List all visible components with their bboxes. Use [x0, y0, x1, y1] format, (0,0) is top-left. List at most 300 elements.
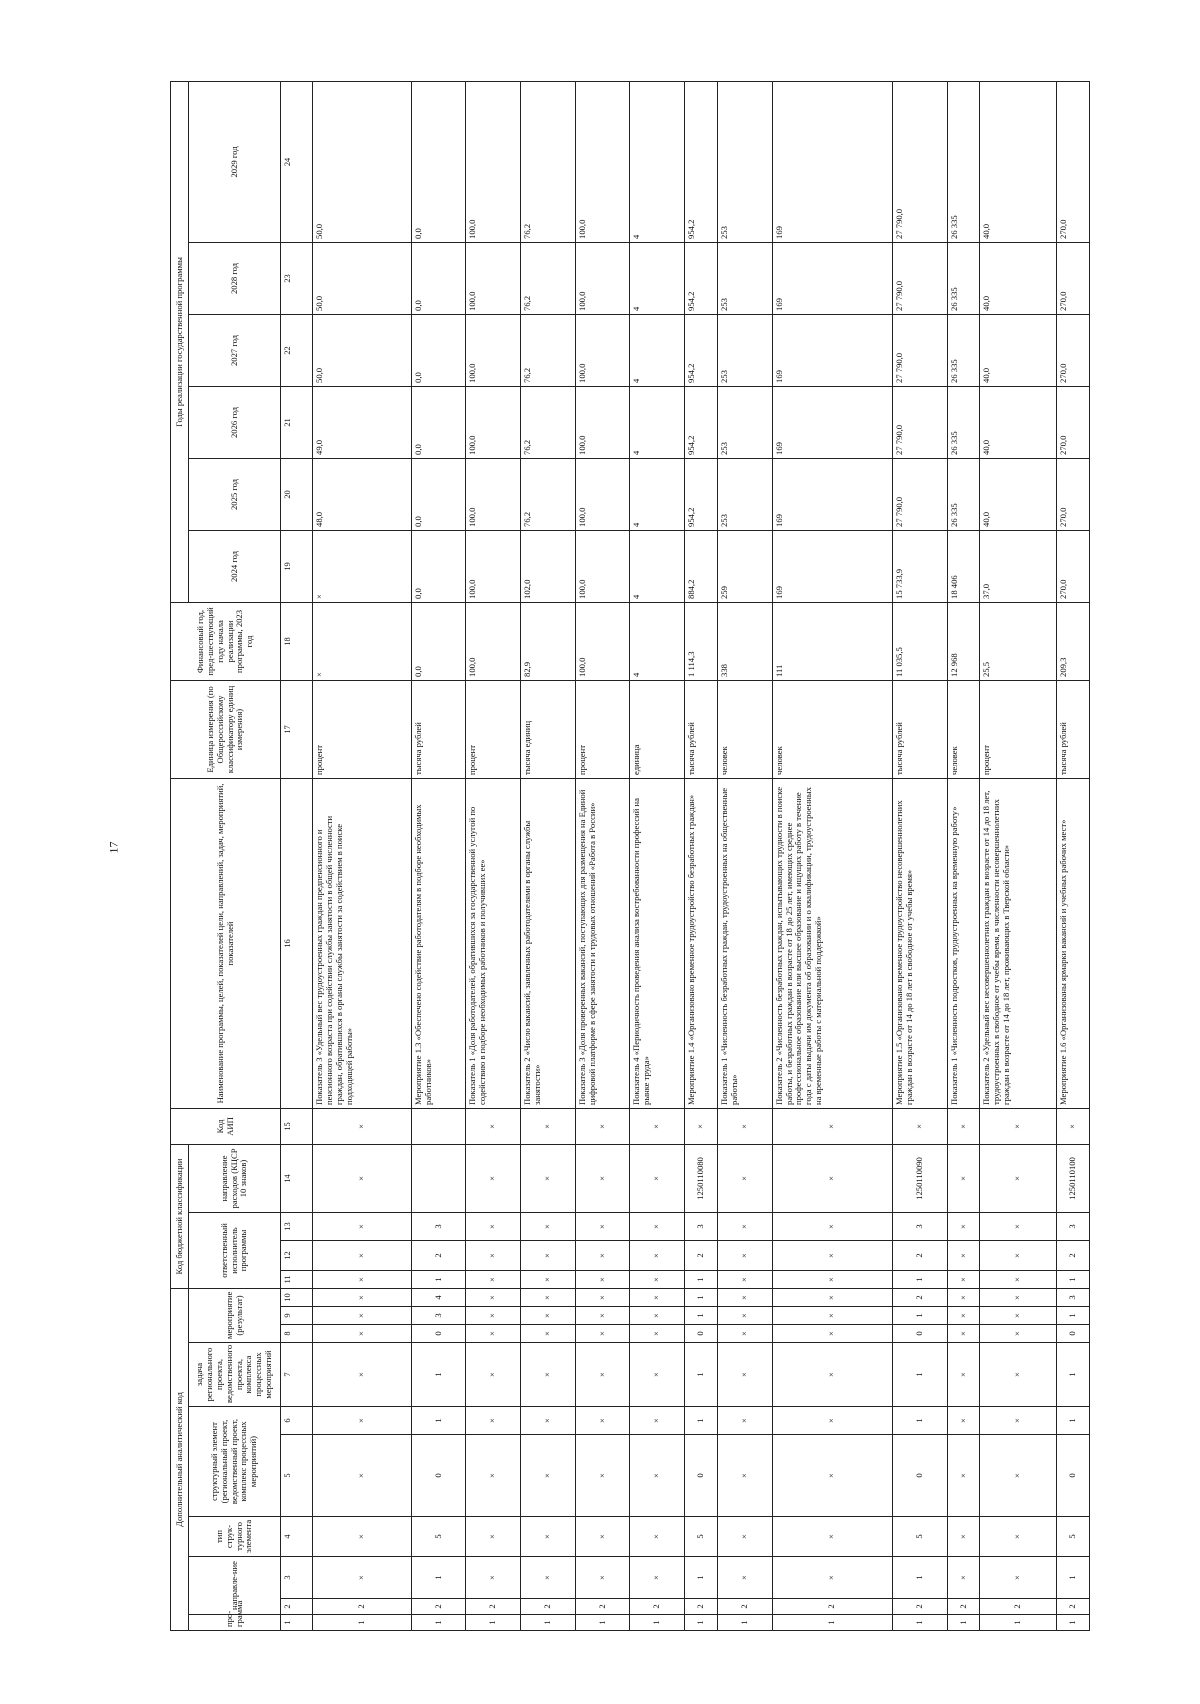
unit-cell: единица — [630, 680, 685, 778]
code-cell: × — [630, 1289, 685, 1307]
code-cell: 2 — [892, 1241, 947, 1271]
unit-cell: процент — [466, 680, 521, 778]
code-cell: 1 — [1056, 1615, 1089, 1631]
year-value-cell: 26 335 — [947, 458, 980, 530]
year-value-cell: 4 — [630, 386, 685, 458]
year-value-cell: 26 335 — [947, 386, 980, 458]
code-cell: × — [980, 1144, 1057, 1212]
code-cell: × — [1056, 1108, 1089, 1144]
code-cell: × — [466, 1407, 521, 1435]
column-number: 14 — [281, 1144, 313, 1212]
code-cell: × — [521, 1144, 576, 1212]
code-cell: × — [466, 1343, 521, 1407]
code-cell: × — [630, 1241, 685, 1271]
year-value-cell: 100,0 — [466, 242, 521, 314]
year-value-cell: 100,0 — [575, 386, 630, 458]
year-value-cell: 100,0 — [466, 314, 521, 386]
code-cell: × — [466, 1144, 521, 1212]
year-value-cell: 100,0 — [575, 530, 630, 602]
code-cell: × — [575, 1213, 630, 1241]
column-number: 3 — [281, 1557, 313, 1599]
code-cell: 1 — [411, 1615, 466, 1631]
table-row — [718, 81, 773, 1630]
code-cell: × — [772, 1407, 892, 1435]
code-cell: 0 — [892, 1435, 947, 1517]
code-cell: × — [313, 1108, 411, 1144]
code-cell: × — [575, 1557, 630, 1599]
year-value-cell: 0,0 — [411, 386, 466, 458]
column-number: 23 — [281, 242, 313, 314]
year-value-cell: 270,0 — [1056, 530, 1089, 602]
code-cell — [411, 1108, 466, 1144]
code-cell: 0 — [1056, 1435, 1089, 1517]
year-value-cell: 270,0 — [1056, 81, 1089, 242]
code-cell: × — [772, 1213, 892, 1241]
year-value-cell: 102,0 — [521, 530, 576, 602]
code-cell: × — [521, 1517, 576, 1557]
unit-cell: человек — [718, 680, 773, 778]
code-cell: × — [313, 1213, 411, 1241]
direction-header: направле-ние — [189, 1557, 281, 1615]
column-number: 5 — [281, 1435, 313, 1517]
document-table-frame — [170, 86, 1090, 1631]
year-value-cell: 40,0 — [980, 458, 1057, 530]
year-value-cell: 18 406 — [947, 530, 980, 602]
code-cell: × — [466, 1557, 521, 1599]
fin-year-cell: 100,0 — [575, 602, 630, 680]
code-cell: 1 — [411, 1343, 466, 1407]
code-cell: × — [718, 1557, 773, 1599]
year-value-cell: 100,0 — [466, 386, 521, 458]
unit-cell: тысяча рублей — [892, 680, 947, 778]
year-value-cell: 253 — [718, 314, 773, 386]
code-cell: 1250110090 — [892, 1144, 947, 1212]
code-cell: 1 — [892, 1343, 947, 1407]
year-value-cell: 4 — [630, 314, 685, 386]
year-value-cell: 253 — [718, 81, 773, 242]
year-value-cell: 4 — [630, 458, 685, 530]
column-number-row — [281, 81, 313, 1630]
code-cell: 1 — [313, 1615, 411, 1631]
code-cell: 1 — [1056, 1271, 1089, 1289]
code-cell: 1 — [718, 1615, 773, 1631]
year-value-cell: 15 733,9 — [892, 530, 947, 602]
fin-year-cell: 338 — [718, 602, 773, 680]
fin-year-cell: 82,9 — [521, 602, 576, 680]
code-cell: × — [772, 1435, 892, 1517]
code-cell: × — [980, 1108, 1057, 1144]
fin-year-cell: × — [313, 602, 411, 680]
code-cell: 2 — [685, 1599, 718, 1615]
code-cell: × — [630, 1144, 685, 1212]
name-cell: Показатель 1 «Численность подростков, трудоустроенных на временную работу» — [947, 778, 980, 1108]
year-value-cell: 76,2 — [521, 81, 576, 242]
year-value-cell: 100,0 — [575, 242, 630, 314]
event-header: мероприятие (результат) — [189, 1289, 281, 1343]
year-value-cell: 100,0 — [575, 314, 630, 386]
column-number: 11 — [281, 1271, 313, 1289]
code-cell: × — [980, 1241, 1057, 1271]
program-header: про-грамма — [189, 1615, 281, 1631]
code-cell: × — [630, 1343, 685, 1407]
code-cell: × — [718, 1517, 773, 1557]
code-cell: 1 — [892, 1615, 947, 1631]
table-row — [575, 81, 630, 1630]
code-cell: × — [772, 1325, 892, 1343]
table-row — [630, 81, 685, 1630]
year-2029-header: 2029 год — [189, 81, 281, 242]
year-2028-header: 2028 год — [189, 242, 281, 314]
code-cell: × — [630, 1407, 685, 1435]
name-cell: Мероприятие 1.6 «Организованы ярмарки вакансий и учебных рабочих мест» — [1056, 778, 1089, 1108]
fin-year-cell: 111 — [772, 602, 892, 680]
unit-cell: тысяча рублей — [685, 680, 718, 778]
code-cell: 5 — [892, 1517, 947, 1557]
task-header: задача регионального проекта, ведомственного проекта, комплекса процессных мероприятий — [189, 1343, 281, 1407]
code-cell: × — [313, 1343, 411, 1407]
code-cell: × — [313, 1407, 411, 1435]
table-row — [466, 81, 521, 1630]
code-cell: × — [772, 1108, 892, 1144]
unit-cell: человек — [947, 680, 980, 778]
code-cell: × — [313, 1435, 411, 1517]
code-cell: × — [947, 1325, 980, 1343]
year-value-cell: 40,0 — [980, 81, 1057, 242]
code-cell: 2 — [685, 1241, 718, 1271]
code-cell: 1 — [521, 1615, 576, 1631]
code-cell: × — [980, 1271, 1057, 1289]
code-cell: × — [718, 1343, 773, 1407]
code-cell: 1 — [947, 1615, 980, 1631]
year-value-cell: 954,2 — [685, 458, 718, 530]
code-cell: × — [772, 1343, 892, 1407]
code-cell: × — [575, 1271, 630, 1289]
table-row — [313, 81, 411, 1630]
code-cell: 3 — [411, 1213, 466, 1241]
code-cell: × — [630, 1307, 685, 1325]
code-cell: 1 — [575, 1615, 630, 1631]
year-value-cell: 884,2 — [685, 530, 718, 602]
code-cell: 5 — [1056, 1517, 1089, 1557]
code-cell: 1 — [685, 1557, 718, 1599]
name-cell: Показатель 3 «Доля проверенных вакансий, поступающих для размещения на Единой цифровой платформе в сфере занятости и трудовых отношений «Работа в России» — [575, 778, 630, 1108]
column-number: 24 — [281, 81, 313, 242]
code-cell: 2 — [1056, 1241, 1089, 1271]
code-cell: × — [947, 1271, 980, 1289]
code-cell: 1 — [630, 1615, 685, 1631]
code-cell: 2 — [1056, 1599, 1089, 1615]
column-number: 15 — [281, 1108, 313, 1144]
name-cell: Показатель 2 «Удельный вес несовершеннолетних граждан в возрасте от 14 до 18 лет, трудоустроенных в свободное от учебы время, в численности несовершеннолетних граждан в возрасте от 14 до 18 лет, проживающих в Тверской области» — [980, 778, 1057, 1108]
code-cell: × — [630, 1108, 685, 1144]
code-cell: × — [575, 1307, 630, 1325]
code-cell: 1 — [980, 1615, 1057, 1631]
fin-year-cell: 209,3 — [1056, 602, 1089, 680]
code-cell: × — [521, 1435, 576, 1517]
year-2024-header: 2024 год — [189, 530, 281, 602]
code-cell: 2 — [575, 1599, 630, 1615]
code-cell: × — [718, 1271, 773, 1289]
code-cell: × — [947, 1517, 980, 1557]
code-cell: × — [772, 1289, 892, 1307]
year-value-cell: 259 — [718, 530, 773, 602]
code-cell: × — [466, 1435, 521, 1517]
code-cell: 1 — [411, 1407, 466, 1435]
code-cell: × — [772, 1557, 892, 1599]
code-cell: × — [521, 1241, 576, 1271]
code-cell: 1 — [685, 1343, 718, 1407]
column-number: 4 — [281, 1517, 313, 1557]
code-cell: × — [466, 1517, 521, 1557]
code-cell: × — [718, 1241, 773, 1271]
code-cell: × — [947, 1407, 980, 1435]
code-cell: × — [718, 1108, 773, 1144]
code-cell: × — [521, 1289, 576, 1307]
code-cell: × — [466, 1271, 521, 1289]
fin-year-cell: 1 114,3 — [685, 602, 718, 680]
code-cell: × — [521, 1271, 576, 1289]
code-cell: 2 — [718, 1599, 773, 1615]
budget-code-header: Код бюджетной классификации — [171, 1144, 189, 1288]
year-value-cell: 954,2 — [685, 314, 718, 386]
code-cell: × — [947, 1108, 980, 1144]
year-value-cell: 270,0 — [1056, 314, 1089, 386]
code-cell: 2 — [466, 1599, 521, 1615]
column-number: 16 — [281, 778, 313, 1108]
code-cell: 1 — [892, 1407, 947, 1435]
code-cell: × — [947, 1213, 980, 1241]
code-cell: × — [947, 1343, 980, 1407]
name-cell: Мероприятие 1.3 «Обеспечено содействие работодателям в подборе необходимых работников» — [411, 778, 466, 1108]
code-cell: 3 — [685, 1213, 718, 1241]
year-2026-header: 2026 год — [189, 386, 281, 458]
code-cell: 0 — [685, 1325, 718, 1343]
column-number: 19 — [281, 530, 313, 602]
code-cell: × — [313, 1271, 411, 1289]
code-cell: × — [718, 1307, 773, 1325]
column-number: 6 — [281, 1407, 313, 1435]
code-cell: × — [575, 1343, 630, 1407]
code-cell: × — [466, 1241, 521, 1271]
year-value-cell: 49,0 — [313, 386, 411, 458]
code-cell: × — [313, 1289, 411, 1307]
code-cell: 1 — [685, 1271, 718, 1289]
code-cell: 0 — [685, 1435, 718, 1517]
year-value-cell: 0,0 — [411, 81, 466, 242]
code-cell: 2 — [947, 1599, 980, 1615]
year-value-cell: 253 — [718, 458, 773, 530]
name-cell: Показатель 2 «Число вакансий, заявленных работодателями в органы службы занятости» — [521, 778, 576, 1108]
code-cell: 1 — [411, 1557, 466, 1599]
years-group-header: Годы реализации государственной программы — [171, 81, 189, 602]
unit-cell: процент — [575, 680, 630, 778]
code-cell: 1 — [1056, 1343, 1089, 1407]
code-cell: × — [575, 1435, 630, 1517]
year-value-cell: 169 — [772, 242, 892, 314]
code-cell: × — [630, 1557, 685, 1599]
fin-year-cell: 12 968 — [947, 602, 980, 680]
code-cell: × — [630, 1517, 685, 1557]
year-value-cell: 100,0 — [466, 81, 521, 242]
year-value-cell: 50,0 — [313, 242, 411, 314]
code-cell: 5 — [685, 1517, 718, 1557]
year-value-cell: 76,2 — [521, 242, 576, 314]
name-cell: Показатель 2 «Численность безработных граждан, испытывающих трудности в поиске работы, и безработных граждан в возрасте от 18 до 25 лет, имеющих среднее профессиональное образование или высшее образование и ищущих работу в течение года с даты выдачи им документа об образовании и о квалификации, трудоустроенных на временные работы с материальной поддержкой» — [772, 778, 892, 1108]
code-cell: × — [575, 1517, 630, 1557]
year-value-cell: 270,0 — [1056, 458, 1089, 530]
unit-cell: процент — [980, 680, 1057, 778]
code-cell — [411, 1144, 466, 1212]
code-cell: × — [980, 1343, 1057, 1407]
table-row — [521, 81, 576, 1630]
code-aip-header: Код АИП — [171, 1108, 281, 1144]
column-number: 8 — [281, 1325, 313, 1343]
code-cell: 2 — [892, 1599, 947, 1615]
code-cell: × — [575, 1407, 630, 1435]
code-cell: × — [718, 1144, 773, 1212]
code-cell: 1 — [685, 1407, 718, 1435]
column-number: 18 — [281, 602, 313, 680]
page-number: 17 — [106, 841, 121, 854]
year-value-cell: 954,2 — [685, 81, 718, 242]
code-cell: 3 — [1056, 1289, 1089, 1307]
year-value-cell: 50,0 — [313, 314, 411, 386]
code-cell: × — [718, 1407, 773, 1435]
code-cell: 1 — [1056, 1557, 1089, 1599]
code-cell: 5 — [411, 1517, 466, 1557]
code-cell: × — [313, 1557, 411, 1599]
code-cell: × — [772, 1144, 892, 1212]
column-number: 21 — [281, 386, 313, 458]
code-cell: × — [575, 1108, 630, 1144]
year-value-cell: 270,0 — [1056, 242, 1089, 314]
year-value-cell: 100,0 — [466, 530, 521, 602]
code-cell: 1 — [892, 1307, 947, 1325]
code-cell: × — [313, 1517, 411, 1557]
unit-cell: процент — [313, 680, 411, 778]
code-cell: × — [630, 1271, 685, 1289]
code-cell: 2 — [521, 1599, 576, 1615]
code-cell: × — [313, 1241, 411, 1271]
name-cell: Показатель 1 «Численность безработных граждан, трудоустроенных на общественные работы» — [718, 778, 773, 1108]
code-cell: × — [575, 1241, 630, 1271]
table-row — [411, 81, 466, 1630]
code-cell: × — [466, 1289, 521, 1307]
year-2027-header: 2027 год — [189, 314, 281, 386]
code-cell: 2 — [772, 1599, 892, 1615]
code-cell: × — [630, 1325, 685, 1343]
code-cell: 1250110080 — [685, 1144, 718, 1212]
name-cell: Мероприятие 1.4 «Организовано временное трудоустройство безработных граждан» — [685, 778, 718, 1108]
unit-cell: человек — [772, 680, 892, 778]
code-cell: 2 — [411, 1241, 466, 1271]
code-cell: 0 — [411, 1325, 466, 1343]
code-cell: × — [521, 1108, 576, 1144]
code-cell: 2 — [313, 1599, 411, 1615]
code-cell: × — [718, 1325, 773, 1343]
column-number: 7 — [281, 1343, 313, 1407]
year-value-cell: 100,0 — [575, 81, 630, 242]
code-cell: × — [313, 1144, 411, 1212]
code-cell: × — [947, 1307, 980, 1325]
code-cell: 3 — [1056, 1213, 1089, 1241]
year-value-cell: 169 — [772, 314, 892, 386]
code-cell: × — [980, 1435, 1057, 1517]
name-cell: Показатель 3 «Удельный вес трудоустроенных граждан предпенсионного и пенсионного возраста при содействии службы занятости в общей численности граждан, обратившихся в органы службы занятости за содействием в поиске подходящей работы» — [313, 778, 411, 1108]
column-number: 12 — [281, 1241, 313, 1271]
column-number: 20 — [281, 458, 313, 530]
additional-code-header: Дополнительный аналитический код — [171, 1289, 189, 1631]
code-cell: × — [947, 1241, 980, 1271]
year-value-cell: 169 — [772, 458, 892, 530]
executor-header: ответственный исполнитель программы — [189, 1213, 281, 1289]
expense-header: направление расходов (КЦСР 10 знаков) — [189, 1144, 281, 1212]
code-cell: 1 — [1056, 1407, 1089, 1435]
fin-year-cell: 4 — [630, 602, 685, 680]
code-cell: 0 — [892, 1325, 947, 1343]
fin-year-cell: 0,0 — [411, 602, 466, 680]
year-value-cell: 27 790,0 — [892, 242, 947, 314]
code-cell: × — [980, 1517, 1057, 1557]
column-number: 2 — [281, 1599, 313, 1615]
code-cell: 1 — [685, 1615, 718, 1631]
code-cell: 1 — [772, 1615, 892, 1631]
code-cell: × — [947, 1144, 980, 1212]
code-cell: × — [521, 1343, 576, 1407]
code-cell: × — [947, 1557, 980, 1599]
struct-elem-header: структурный элемент (региональный проект, ведомственный проект, комплекс процессных мероприятий) — [189, 1407, 281, 1517]
code-cell: × — [772, 1241, 892, 1271]
code-cell: × — [313, 1325, 411, 1343]
column-number: 22 — [281, 314, 313, 386]
code-cell: × — [521, 1307, 576, 1325]
code-cell: 1 — [685, 1289, 718, 1307]
code-cell: 3 — [411, 1307, 466, 1325]
code-cell: 1 — [1056, 1307, 1089, 1325]
code-cell: 3 — [892, 1213, 947, 1241]
table-row — [685, 81, 718, 1630]
code-cell: × — [980, 1213, 1057, 1241]
year-value-cell: 253 — [718, 386, 773, 458]
code-cell: 1 — [466, 1615, 521, 1631]
year-value-cell: 26 335 — [947, 81, 980, 242]
year-value-cell: 253 — [718, 242, 773, 314]
year-value-cell: 954,2 — [685, 386, 718, 458]
year-value-cell: 169 — [772, 530, 892, 602]
code-cell: × — [980, 1407, 1057, 1435]
year-value-cell: 27 790,0 — [892, 81, 947, 242]
code-cell: × — [980, 1289, 1057, 1307]
unit-cell: тысяча рублей — [411, 680, 466, 778]
table-row — [1056, 81, 1089, 1630]
year-value-cell: 4 — [630, 530, 685, 602]
unit-cell: тысяча рублей — [1056, 680, 1089, 778]
table-row — [772, 81, 892, 1630]
code-cell: × — [575, 1325, 630, 1343]
code-cell: × — [980, 1557, 1057, 1599]
unit-cell: тысяча единиц — [521, 680, 576, 778]
name-cell: Показатель 4 «Периодичность проведения анализа востребованности профессий на рынке труда» — [630, 778, 685, 1108]
year-value-cell: 40,0 — [980, 314, 1057, 386]
year-value-cell: 50,0 — [313, 81, 411, 242]
year-value-cell: 40,0 — [980, 242, 1057, 314]
year-value-cell: 4 — [630, 242, 685, 314]
code-cell: × — [980, 1307, 1057, 1325]
year-value-cell: 100,0 — [575, 458, 630, 530]
table-row — [980, 81, 1057, 1630]
code-cell: × — [466, 1325, 521, 1343]
code-cell: × — [718, 1213, 773, 1241]
